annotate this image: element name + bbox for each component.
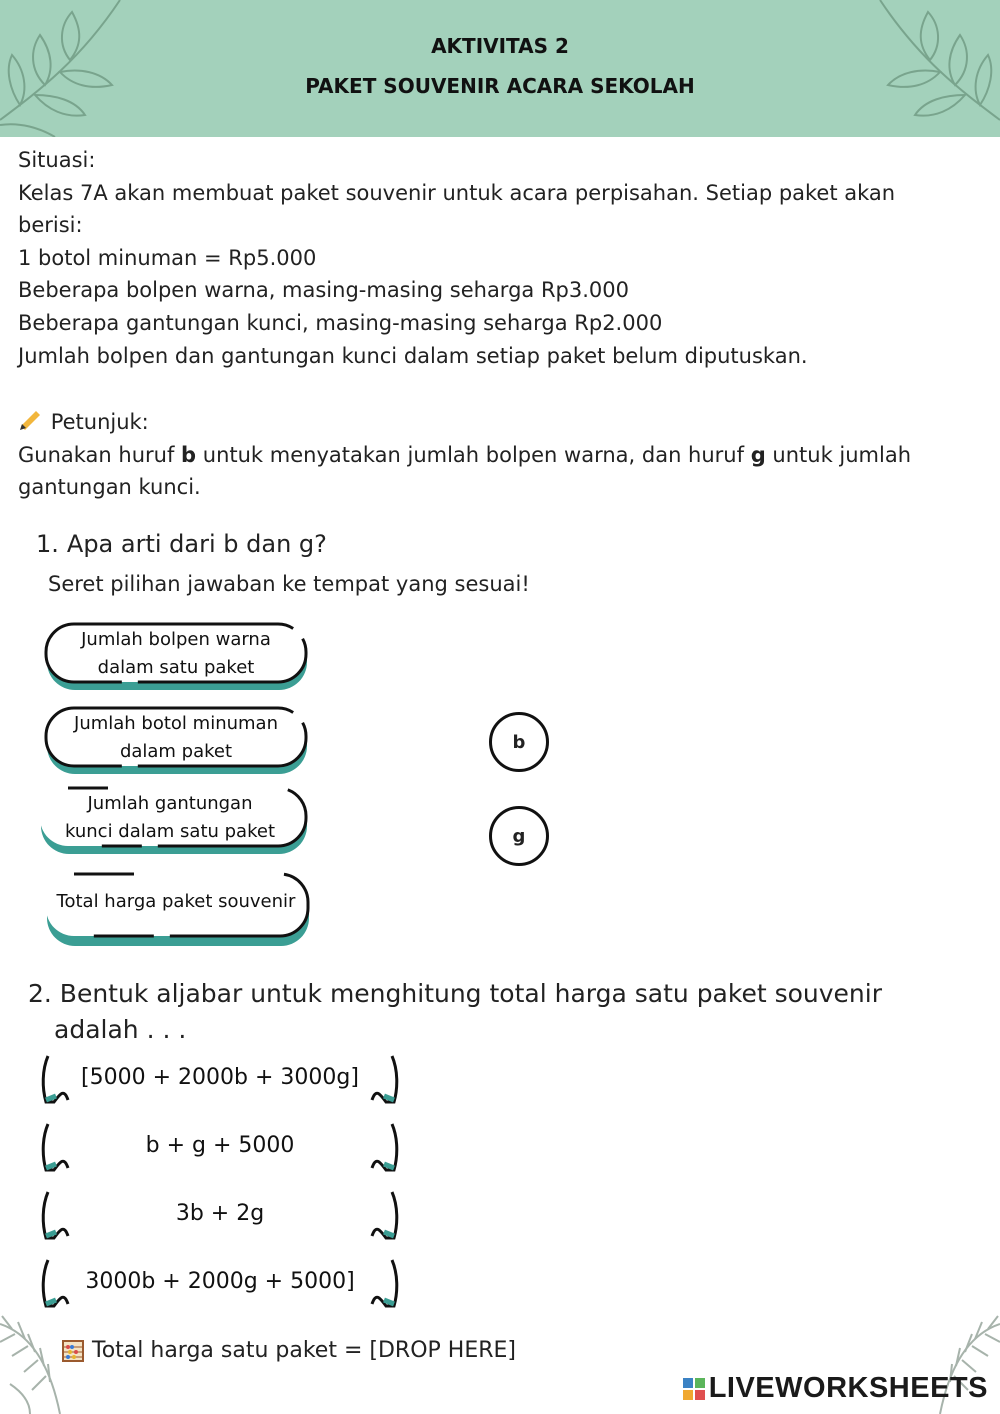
situation-text-line: Kelas 7A akan membuat paket souvenir untuk acara perpisahan. Setiap paket akan [18, 180, 896, 205]
situation-text-line: Jumlah bolpen dan gantungan kunci dalam setiap paket belum diputuskan. [18, 343, 808, 368]
hint-heading-row [18, 406, 911, 439]
question1-number: 1. [36, 530, 59, 558]
question2-text-line: 2. Bentuk aljabar untuk menghitung total harga satu paket souvenir [28, 979, 883, 1008]
hint-text-part: Gunakan huruf [18, 442, 182, 467]
drag-choice[interactable] [38, 786, 302, 852]
variable-g-label: g [750, 442, 766, 467]
expression-option[interactable] [40, 1186, 400, 1240]
question1-text: Apa arti dari b dan g? [66, 530, 327, 558]
abacus-icon [62, 1340, 84, 1362]
hint-text-line [18, 439, 911, 472]
question1-instruction: Seret pilihan jawaban ke tempat yang sesuai! [48, 572, 530, 596]
liveworksheets-logo [683, 1372, 988, 1405]
header-banner [0, 0, 1000, 137]
pencil-icon [18, 410, 44, 432]
variable-b-label: b [181, 442, 197, 467]
situation-text-line: Beberapa gantungan kunci, masing-masing seharga Rp2.000 [18, 310, 663, 335]
liveworksheets-logo-icon [683, 1378, 705, 1400]
question2-title [28, 976, 882, 1048]
leaf-decoration-left-icon [0, 0, 150, 137]
hint-heading: Petunjuk: [50, 410, 149, 434]
situation-text-line: Beberapa bolpen warna, masing-masing seharga Rp3.000 [18, 278, 629, 303]
drop-target-b[interactable]: b [489, 712, 549, 772]
expression-text: [5000 + 2000b + 3000g] [81, 1064, 359, 1090]
drag-choice[interactable] [44, 622, 308, 688]
expression-text: 3000b + 2000g + 5000] [85, 1268, 355, 1294]
drag-choice[interactable] [44, 872, 308, 938]
expression-text: 3b + 2g [175, 1200, 265, 1226]
choice-text: Jumlah botol minuman [74, 713, 278, 734]
drop-here-slot[interactable]: Total harga satu paket = [DROP HERE] [92, 1338, 516, 1363]
answer-drop-line [62, 1338, 516, 1363]
leaf-decoration-right-icon [850, 0, 1000, 137]
hint-text-line: gantungan kunci. [18, 475, 201, 500]
situation-section [18, 144, 895, 372]
question1-title [36, 530, 327, 558]
brand-name: LIVEWORKSHEETS [708, 1372, 988, 1404]
drag-choice[interactable] [44, 706, 308, 772]
choice-text: dalam paket [119, 741, 233, 762]
activity-title: AKTIVITAS 2 [431, 34, 569, 58]
expression-text: b + g + 5000 [145, 1132, 295, 1158]
choice-text: dalam satu paket [97, 657, 255, 678]
hint-text-part: untuk menyatakan jumlah bolpen warna, dan huruf [196, 442, 751, 467]
choice-text: kunci dalam satu paket [64, 821, 275, 842]
expression-option[interactable] [40, 1118, 400, 1172]
situation-text-line: berisi: [18, 213, 83, 238]
activity-subtitle: PAKET SOUVENIR ACARA SEKOLAH [305, 74, 695, 98]
hint-text-part: untuk jumlah [765, 442, 912, 467]
situation-text-line: 1 botol minuman = Rp5.000 [18, 245, 317, 270]
choice-text: Total harga paket souvenir [56, 891, 296, 912]
situation-heading: Situasi: [18, 148, 96, 172]
drop-target-g[interactable]: g [489, 806, 549, 866]
hint-section [18, 406, 911, 504]
expression-option[interactable] [40, 1254, 400, 1308]
choice-text: Jumlah bolpen warna [81, 629, 271, 650]
expression-option[interactable] [40, 1050, 400, 1104]
choice-text: Jumlah gantungan [87, 793, 253, 814]
question2-text-line: adalah . . . [54, 1015, 187, 1044]
